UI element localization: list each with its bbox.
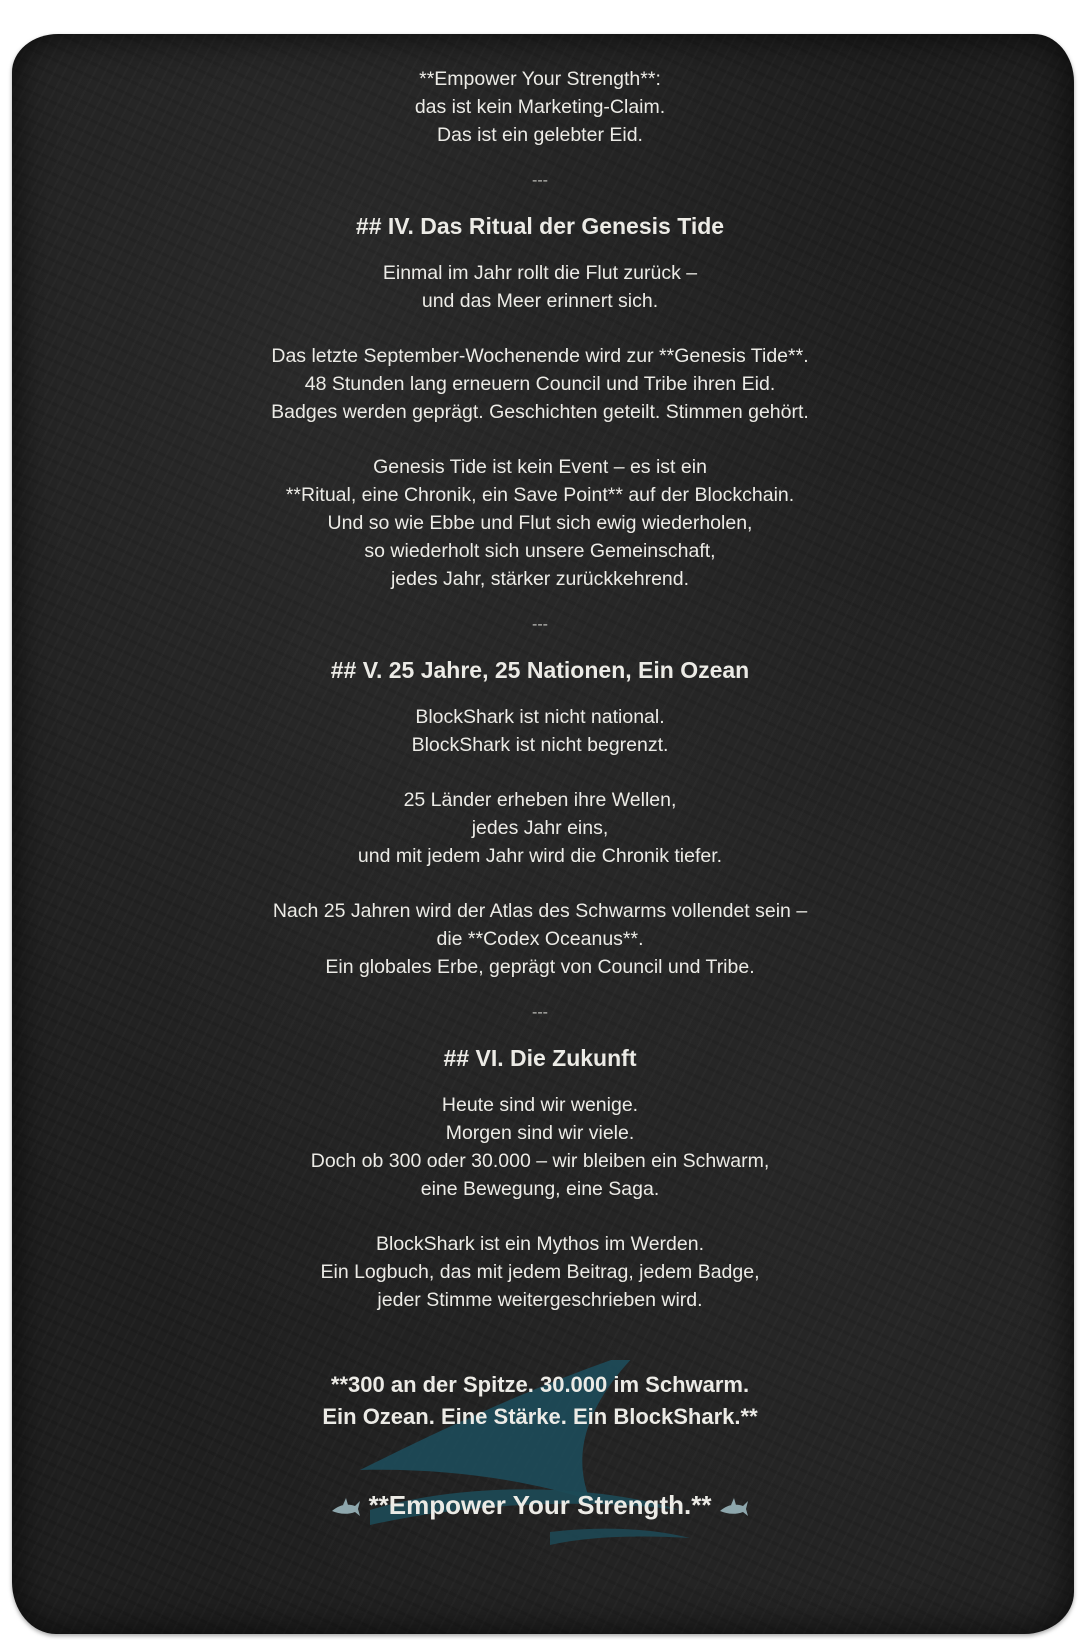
body-line: 25 Länder erheben ihre Wellen, bbox=[403, 789, 677, 811]
closing-line: Ein Ozean. Eine Stärke. Ein BlockShark.** bbox=[322, 1404, 758, 1429]
section-divider: --- bbox=[532, 616, 548, 633]
intro-line: das ist kein Marketing-Claim. bbox=[414, 96, 666, 118]
section-heading: ## VI. Die Zukunft bbox=[443, 1045, 637, 1071]
body-line: Nach 25 Jahren wird der Atlas des Schwarms vollendet sein – bbox=[272, 900, 808, 922]
body-line: Heute sind wir wenige. bbox=[441, 1094, 639, 1116]
body-line: jedes Jahr, stärker zurückkehrend. bbox=[390, 568, 690, 590]
shark-icon bbox=[719, 1490, 749, 1524]
body-line: Das letzte September-Wochenende wird zur **Genesis Tide**. bbox=[271, 345, 809, 367]
intro-line: **Empower Your Strength**: bbox=[419, 68, 661, 90]
body-line: **Ritual, eine Chronik, ein Save Point** auf der Blockchain. bbox=[285, 484, 795, 506]
body-line: 48 Stunden lang erneuern Council und Tribe ihren Eid. bbox=[304, 373, 776, 395]
body-line: BlockShark ist ein Mythos im Werden. bbox=[375, 1233, 704, 1255]
final-tagline bbox=[0, 1488, 1080, 1524]
section-heading: ## V. 25 Jahre, 25 Nationen, Ein Ozean bbox=[330, 657, 750, 683]
shark-icon bbox=[331, 1490, 361, 1524]
body-line: und mit jedem Jahr wird die Chronik tiefer. bbox=[357, 845, 723, 867]
body-line: so wiederholt sich unsere Gemeinschaft, bbox=[364, 540, 716, 562]
body-line: und das Meer erinnert sich. bbox=[421, 290, 659, 312]
section-divider: --- bbox=[532, 172, 548, 189]
body-line: Genesis Tide ist kein Event – es ist ein bbox=[373, 456, 707, 478]
closing-line: **300 an der Spitze. 30.000 im Schwarm. bbox=[330, 1372, 750, 1397]
section-divider: --- bbox=[532, 1004, 548, 1021]
body-line: Und so wie Ebbe und Flut sich ewig wiederholen, bbox=[327, 512, 753, 534]
section-heading: ## IV. Das Ritual der Genesis Tide bbox=[355, 213, 725, 239]
body-line: Ein globales Erbe, geprägt von Council und Tribe. bbox=[325, 956, 755, 978]
intro-line: Das ist ein gelebter Eid. bbox=[437, 124, 643, 146]
body-line: Badges werden geprägt. Geschichten geteilt. Stimmen gehört. bbox=[271, 401, 809, 423]
body-line: die **Codex Oceanus**. bbox=[436, 928, 644, 950]
body-line: eine Bewegung, eine Saga. bbox=[420, 1178, 660, 1200]
body-line: BlockShark ist nicht national. bbox=[415, 706, 665, 728]
body-line: Einmal im Jahr rollt die Flut zurück – bbox=[382, 262, 698, 284]
final-tagline-text: **Empower Your Strength.** bbox=[368, 1490, 712, 1520]
body-line: Doch ob 300 oder 30.000 – wir bleiben ein Schwarm, bbox=[310, 1150, 770, 1172]
body-line: BlockShark ist nicht begrenzt. bbox=[411, 734, 669, 756]
body-line: Ein Logbuch, das mit jedem Beitrag, jedem Badge, bbox=[320, 1261, 760, 1283]
body-line: jedes Jahr eins, bbox=[471, 817, 609, 839]
body-line: jeder Stimme weitergeschrieben wird. bbox=[377, 1289, 703, 1311]
body-line: Morgen sind wir viele. bbox=[445, 1122, 635, 1144]
